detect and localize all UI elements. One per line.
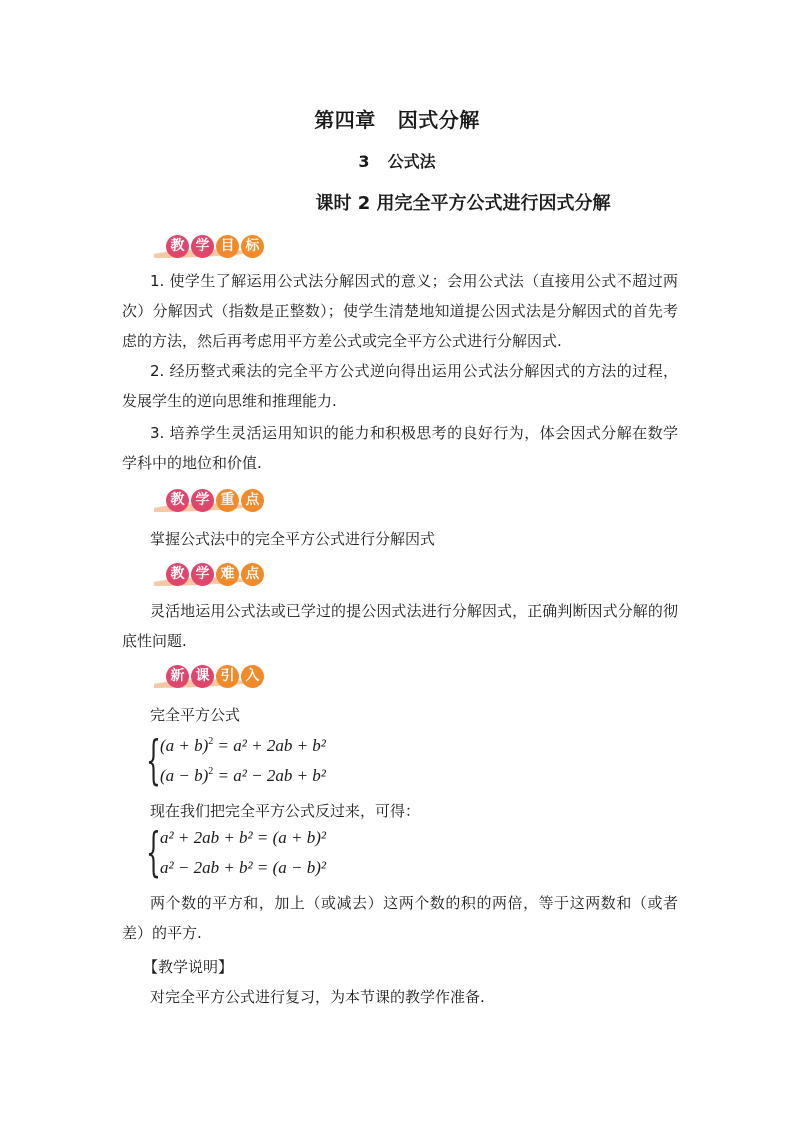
formula-lhs: a² − 2ab + b² (160, 858, 253, 877)
objective-item-2: 2. 经历整式乘法的完全平方公式逆向得出运用公式法分解因式的方法的过程，发展学生的逆向思维和推理能力. (122, 362, 678, 410)
banner-char: 入 (241, 665, 264, 688)
left-brace: { (146, 823, 161, 883)
banner-char: 教 (166, 235, 189, 258)
objective-item-1: 1. 使学生了解运用公式法分解因式的意义；会用公式法（直接用公式不超过两次）分解因式（指数是正整数）；使学生清楚地知道提公因式法是分解因式的首先考虑的方法，然后再考虑用平方差公式或完全平方公式进行分解因式. (122, 272, 678, 350)
reversed-formula (146, 823, 386, 886)
banner-char: 学 (191, 235, 214, 258)
banner-char: 引 (216, 665, 239, 688)
chapter-name: 因式分解 (397, 108, 480, 132)
banner-char: 学 (191, 563, 214, 586)
formula-row-1 (160, 828, 326, 848)
key-point-text: 掌握公式法中的完全平方公式进行分解因式 (150, 530, 436, 548)
teaching-note-text: 对完全平方公式进行复习，为本节课的教学作准备. (150, 988, 485, 1006)
formula-row-2: $(a - b)^2 = a^2 - 2ab + b^2$ (160, 766, 326, 785)
banner-char: 教 (166, 563, 189, 586)
formula-row-1: $(a + b)^2 = a^2 + 2ab + b^2$ (160, 736, 326, 755)
formula-rhs: = (a + b)² (256, 828, 327, 847)
banner-char: 点 (241, 563, 264, 586)
formula-rhs: = a² + 2ab + b² (217, 736, 326, 755)
chapter-title (0, 104, 794, 133)
formula-lhs: (a − b) (160, 766, 209, 785)
banner-char: 新 (166, 665, 189, 688)
formula-row-2 (160, 858, 326, 878)
left-brace: { (146, 731, 161, 791)
teaching-note-label: 【教学说明】 (143, 958, 234, 976)
formula-rhs: = (a − b)² (256, 858, 327, 877)
banner-char: 点 (241, 489, 264, 512)
reverse-text: 现在我们把完全平方公式反过来，可得： (150, 802, 421, 820)
section-title (0, 149, 794, 172)
banner-char: 难 (216, 563, 239, 586)
key-points-banner (152, 486, 262, 516)
formula-rhs: = a² − 2ab + b² (217, 766, 326, 785)
objective-item-3: 3. 培养学生灵活运用知识的能力和积极思考的良好行为，体会因式分解在数学学科中的地位和价值. (122, 424, 678, 472)
difficulties-banner (152, 560, 262, 590)
intro-banner (152, 662, 262, 692)
difficulty-text: 灵活地运用公式法或已学过的提公因式法进行分解因式，正确判断因式分解的彻底性问题. (122, 602, 678, 650)
lesson-title: 课时 2 用完全平方公式进行因式分解 (315, 193, 611, 214)
objectives-banner (152, 232, 262, 262)
banner-char: 教 (166, 489, 189, 512)
section-name: 公式法 (387, 152, 436, 171)
explanation-text: 两个数的平方和，加上（或减去）这两个数的积的两倍，等于这两数和（或者差）的平方. (122, 894, 678, 942)
banner-char: 课 (191, 665, 214, 688)
banner-char: 重 (216, 489, 239, 512)
formula-lhs: (a + b) (160, 736, 209, 755)
section-number: 3 (358, 152, 370, 171)
banner-char: 目 (216, 235, 239, 258)
chapter-prefix: 第四章 (314, 108, 376, 132)
perfect-square-formula (146, 731, 386, 794)
formula-label: 完全平方公式 (150, 706, 241, 724)
banner-char: 标 (241, 235, 264, 258)
banner-char: 学 (191, 489, 214, 512)
formula-lhs: a² + 2ab + b² (160, 828, 253, 847)
